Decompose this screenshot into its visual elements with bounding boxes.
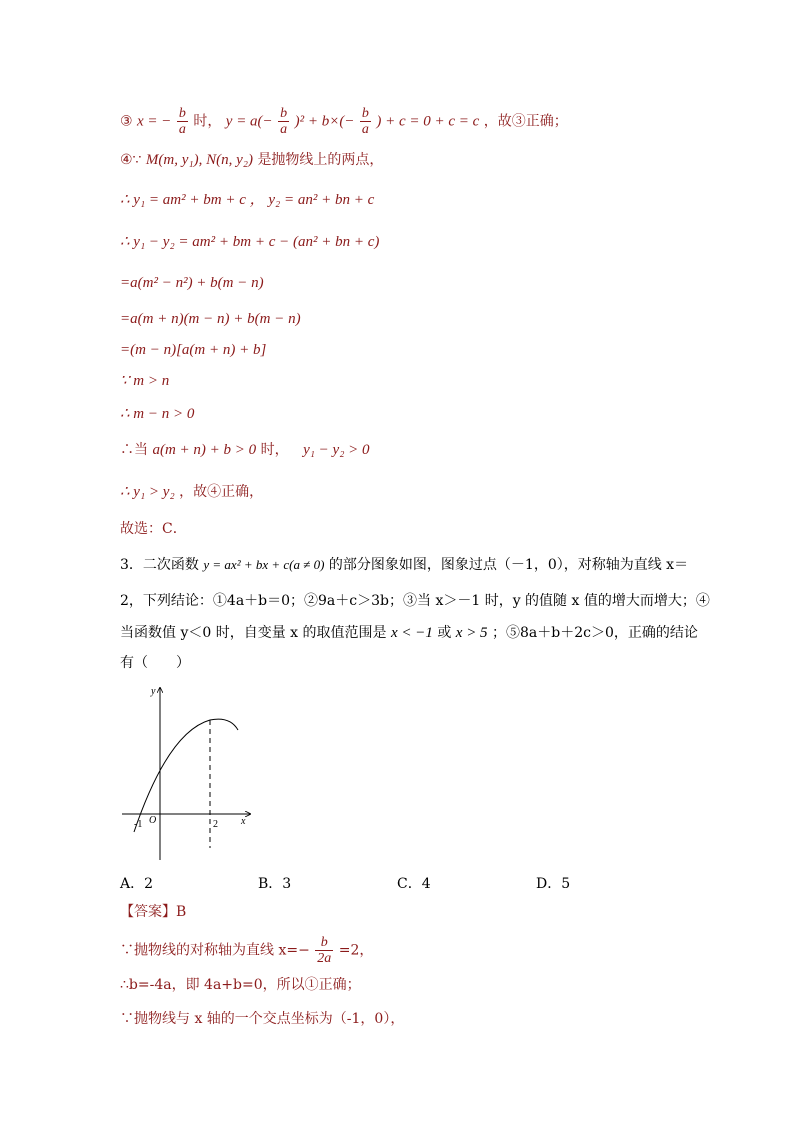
- circled-three: ③: [120, 113, 133, 130]
- choice-a: A．2: [120, 876, 154, 892]
- question-3-line-1: 3．二次函数 y = ax² + bx + c(a ≠ 0) 的部分图象如图，图象过点（－1，0），对称轴为直线 x＝: [120, 557, 689, 573]
- solution-step-conclusion: ∴ y₁ > y₂ ，故④正确，: [120, 484, 264, 500]
- solution-line-4: ④∵ M(m, y₁), N(n, y₂) 是抛物线上的两点，: [120, 152, 384, 168]
- solution-line-3: ③ x = − $\frac{b}{a}$ 时， y = a(− $\frac{b}{a}$ )² + b×(− $\frac{b}{a}$ ) + c = 0 + c = c ，故③正确；: [120, 106, 568, 137]
- x-axis-label: x: [241, 816, 246, 827]
- question-3-line-4: 有（ ）: [120, 655, 190, 671]
- answer-label: 【答案】B: [120, 904, 187, 920]
- solution-step-condition: ∴当 a(m + n) + b > 0 时， y₁ − y₂ > 0: [120, 442, 370, 458]
- solution-step-factor-3: =(m − n)[a(m + n) + b]: [120, 342, 267, 358]
- tick-label-2: 2: [213, 819, 218, 830]
- tick-label-neg1: -1: [134, 819, 143, 830]
- solution-step-difference: ∴ y₁ − y₂ = am² + bm + c − (an² + bn + c): [120, 234, 380, 250]
- fraction: $\frac{b}{a}$: [280, 106, 288, 137]
- answer-line-2: ∴b=-4a，即 4a+b=0，所以①正确；: [120, 977, 361, 993]
- answer-line-1: ∵抛物线的对称轴为直线 x=− $\frac{b}{2a}$ =2，: [120, 935, 374, 966]
- choice-c: C．4: [397, 876, 431, 892]
- question-3-line-2: 2，下列结论：①4a＋b＝0；②9a＋c＞3b；③当 x＞－1 时，y 的值随 x 值的增大而增大；④: [120, 593, 710, 609]
- fraction: $\frac{b}{2a}$: [317, 935, 332, 966]
- solution-step-m-gt-n: ∵ m > n: [120, 373, 170, 389]
- solution-final-choice: 故选：C．: [120, 521, 187, 537]
- solution-step-factor-2: =a(m + n)(m − n) + b(m − n): [120, 311, 301, 327]
- parabola-graph: [118, 682, 253, 862]
- choice-d: D．5: [536, 876, 571, 892]
- fraction: $\frac{b}{a}$: [361, 106, 369, 137]
- answer-line-3: ∵抛物线与 x 轴的一个交点坐标为（-1，0），: [120, 1011, 405, 1027]
- solution-step-m-minus-n: ∴ m − n > 0: [120, 406, 195, 422]
- solution-step-y-values: ∴ y₁ = am² + bm + c ， y₂ = an² + bn + c: [120, 192, 375, 208]
- question-3-line-3: 当函数值 y＜0 时，自变量 x 的取值范围是 x < −1 或 x > 5 ；⑤8a＋b＋2c＞0，正确的结论: [120, 625, 698, 641]
- solution-step-factor-1: =a(m² − n²) + b(m − n): [120, 275, 264, 291]
- y-axis-label: y: [151, 686, 156, 697]
- fraction: $\frac{b}{a}$: [178, 106, 186, 137]
- origin-label: O: [149, 815, 157, 826]
- choice-b: B．3: [258, 876, 292, 892]
